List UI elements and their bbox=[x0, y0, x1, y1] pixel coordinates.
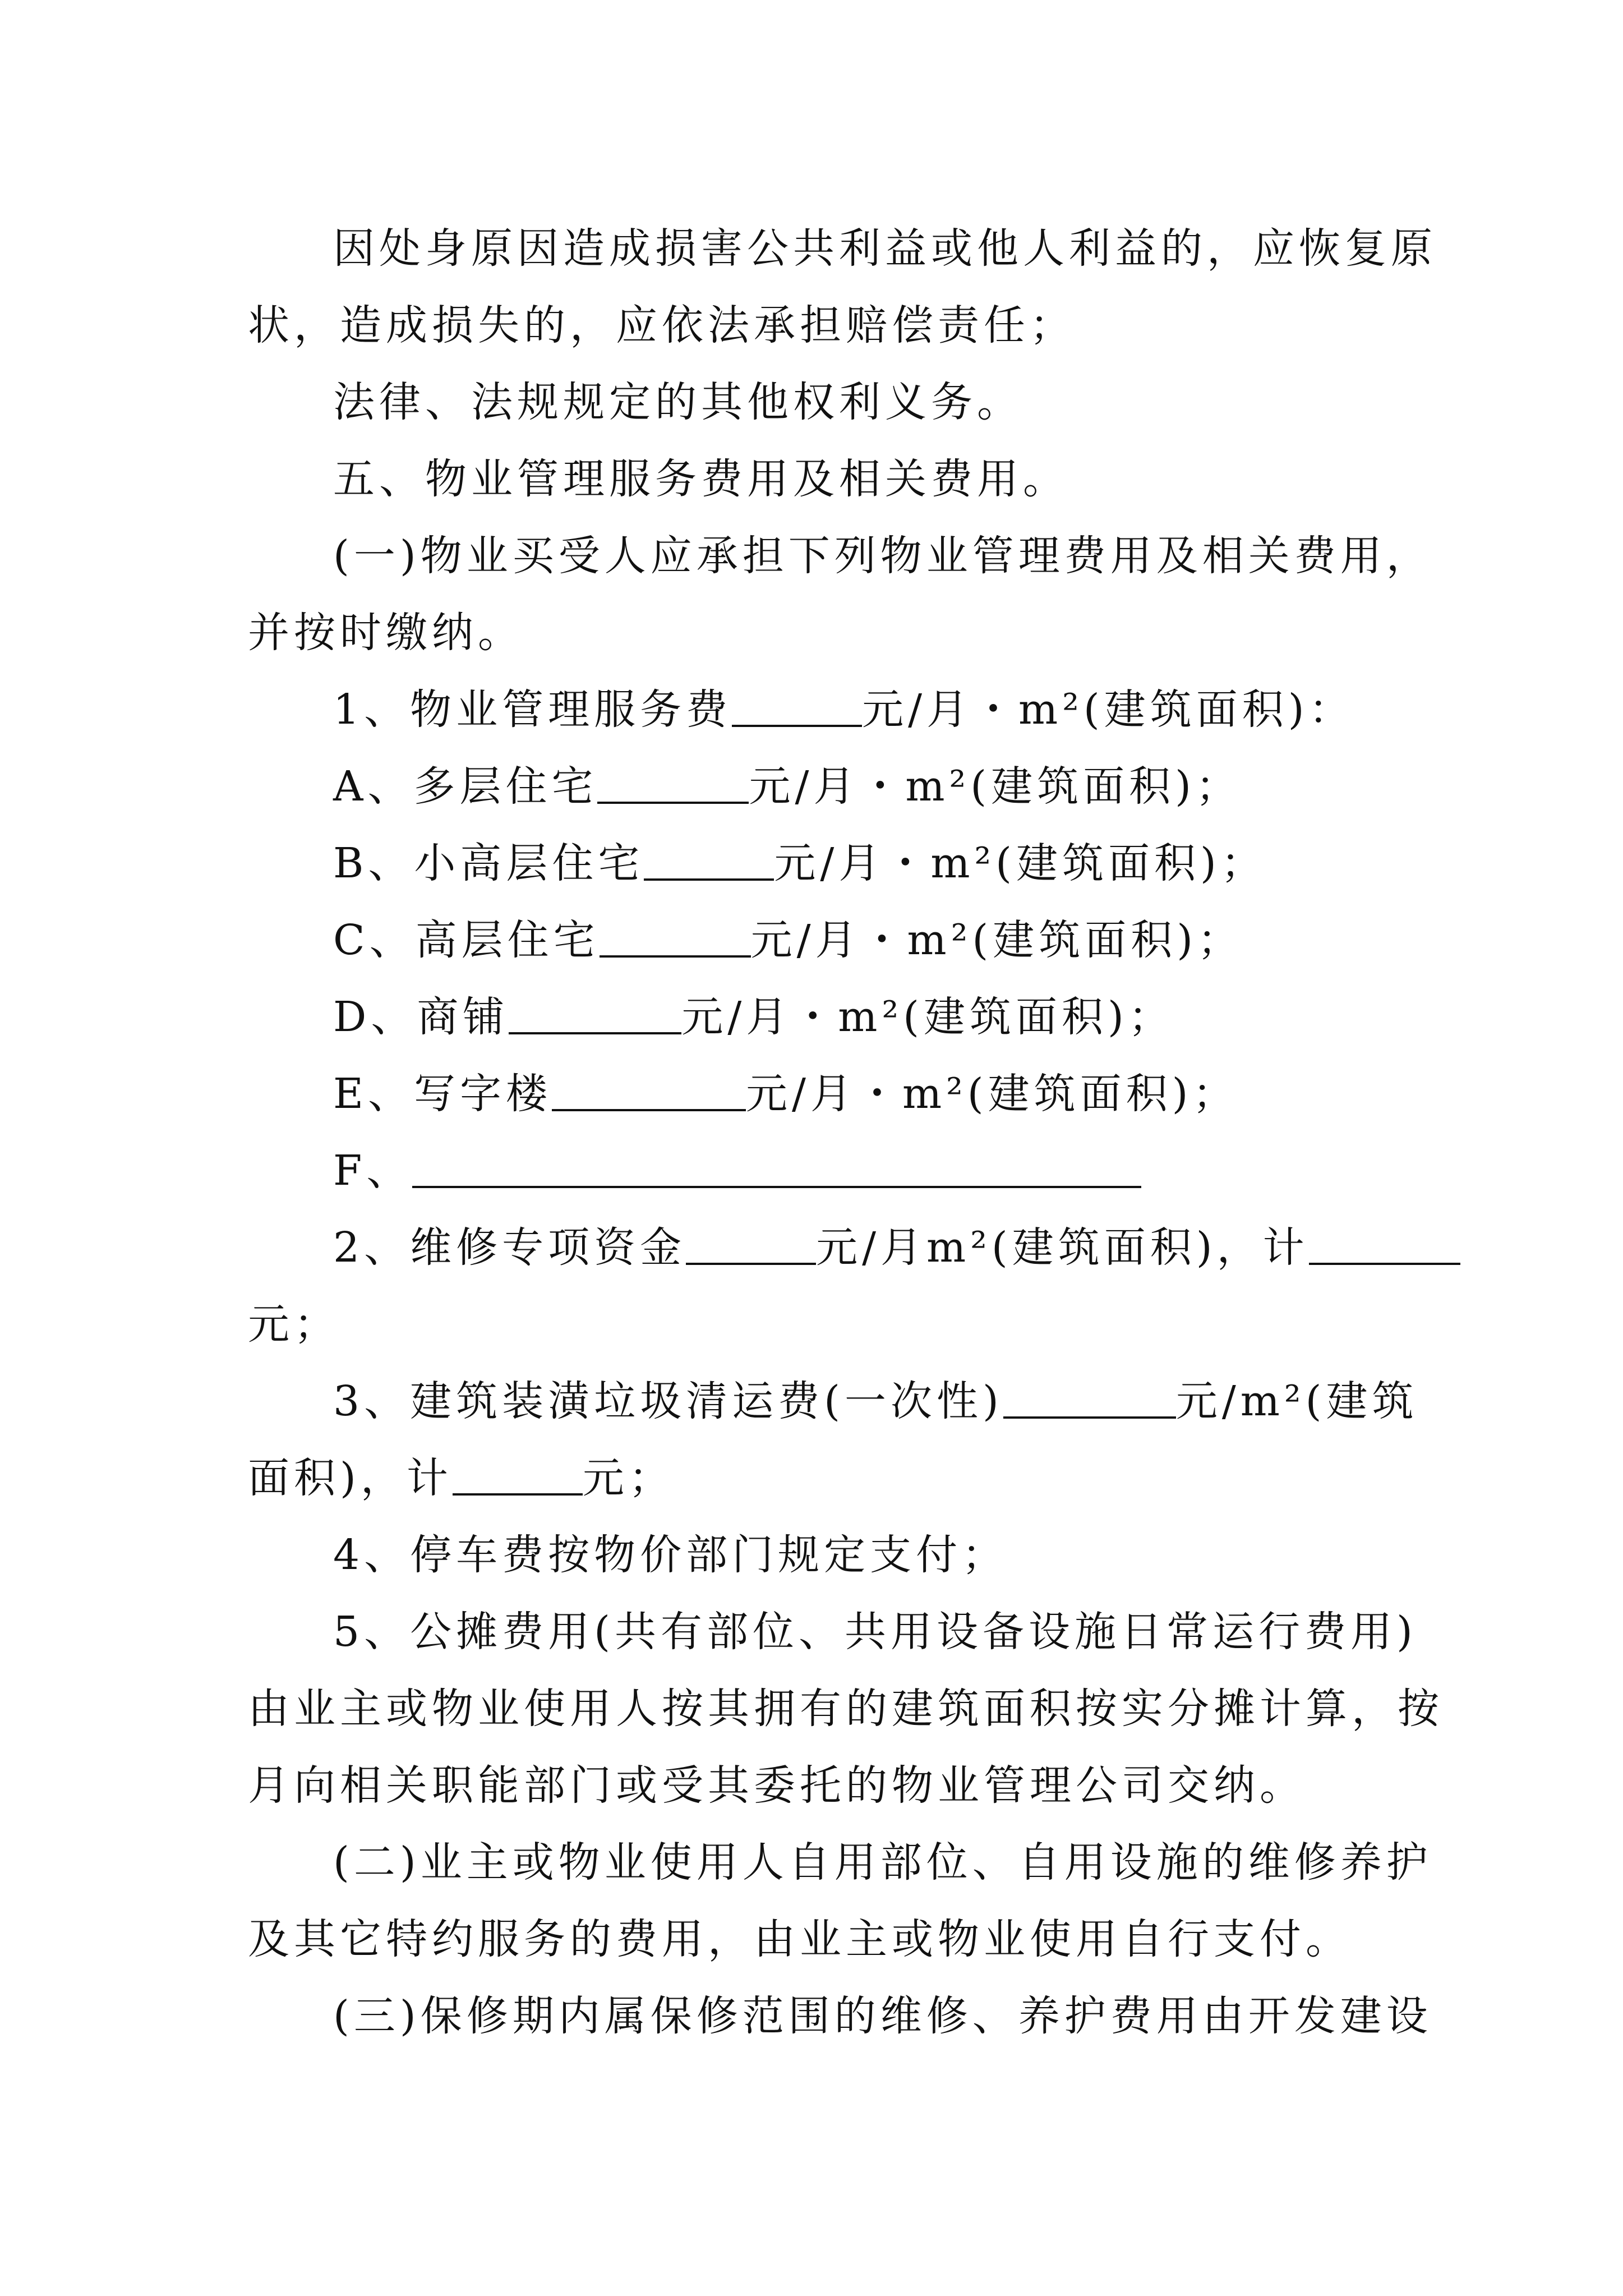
paragraph-line: 法律、法规规定的其他权利义务。 bbox=[333, 378, 1023, 426]
fee-unit: 元/月・m²(建筑面积)： bbox=[862, 685, 1355, 734]
sub-item-label: A、多层住宅 bbox=[333, 762, 598, 811]
fee-item-garbage-removal-total bbox=[248, 1440, 1392, 1517]
fee-label: 2、维修专项资金 bbox=[333, 1223, 686, 1272]
paragraph-line: 元； bbox=[248, 1300, 340, 1349]
fill-blank[interactable] bbox=[686, 1223, 816, 1265]
paragraph-line: 由业主或物业使用人按其拥有的建筑面积按实分摊计算，按 bbox=[248, 1685, 1444, 1733]
fill-blank[interactable] bbox=[1003, 1377, 1176, 1419]
paragraph-line: 月向相关职能部门或受其委托的物业管理公司交纳。 bbox=[248, 1761, 1306, 1810]
document-body bbox=[248, 210, 1444, 2055]
fee-item-garbage-removal bbox=[248, 1363, 1418, 1440]
fee-unit: 元/月m²(建筑面积)，计 bbox=[816, 1223, 1309, 1272]
sub-item-label: F、 bbox=[333, 1147, 413, 1195]
sub-item-other bbox=[248, 1133, 1392, 1209]
fee-item-parking: 4、停车费按物价部门规定支付； bbox=[333, 1531, 1008, 1579]
paragraph-line: 因处身原因造成损害公共利益或他人利益的，应恢复原 bbox=[333, 224, 1437, 273]
sub-item-unit: 元/月・m²(建筑面积)； bbox=[749, 762, 1242, 811]
sub-item-unit: 元/月・m²(建筑面积)； bbox=[681, 993, 1174, 1041]
paragraph-line: (二)业主或物业使用人自用部位、自用设施的维修养护 bbox=[333, 1838, 1432, 1887]
fill-blank[interactable] bbox=[412, 1147, 1141, 1188]
fill-blank[interactable] bbox=[644, 839, 774, 881]
fee-item-maintenance-fund bbox=[248, 1209, 1392, 1286]
sub-item-label: D、商铺 bbox=[333, 993, 509, 1041]
sub-item-unit: 元/月・m²(建筑面积)； bbox=[750, 916, 1244, 964]
fee-label: 面积)，计 bbox=[248, 1454, 453, 1502]
fee-label: 3、建筑装潢垃圾清运费(一次性) bbox=[333, 1377, 1003, 1425]
fill-blank[interactable] bbox=[509, 993, 681, 1034]
paragraph-line: (一)物业买受人应承担下列物业管理费用及相关费用， bbox=[333, 532, 1432, 580]
fill-blank[interactable] bbox=[1309, 1223, 1460, 1265]
sub-item-multi-storey bbox=[248, 748, 1392, 825]
fill-blank[interactable] bbox=[453, 1454, 583, 1496]
paragraph-line: 状，造成损失的，应依法承担赔偿责任； bbox=[248, 301, 1076, 349]
paragraph-line: 并按时缴纳。 bbox=[248, 609, 524, 657]
sub-item-small-high-rise bbox=[248, 825, 1392, 902]
sub-item-high-rise bbox=[248, 902, 1392, 979]
fill-blank[interactable] bbox=[597, 762, 749, 804]
sub-item-shop bbox=[248, 979, 1392, 1056]
fee-item-property-service bbox=[248, 671, 1392, 748]
fee-label: 1、物业管理服务费 bbox=[333, 685, 732, 734]
sub-item-label: B、小高层住宅 bbox=[333, 839, 644, 887]
section-heading: 五、物业管理服务费用及相关费用。 bbox=[333, 455, 1069, 503]
fill-blank[interactable] bbox=[552, 1070, 746, 1111]
paragraph-line: 5、公摊费用(共有部位、共用设备设施日常运行费用) bbox=[333, 1608, 1417, 1656]
sub-item-unit: 元/月・m²(建筑面积)； bbox=[746, 1070, 1239, 1118]
fill-blank[interactable] bbox=[600, 916, 751, 958]
fee-unit: 元； bbox=[582, 1454, 675, 1502]
paragraph-line: 及其它特约服务的费用，由业主或物业使用自行支付。 bbox=[248, 1915, 1352, 1963]
sub-item-label: E、写字楼 bbox=[333, 1070, 552, 1118]
fee-unit: 元/m²(建筑 bbox=[1175, 1377, 1418, 1425]
sub-item-office bbox=[248, 1056, 1392, 1133]
sub-item-unit: 元/月・m²(建筑面积)； bbox=[774, 839, 1267, 887]
fill-blank[interactable] bbox=[732, 685, 862, 727]
sub-item-label: C、高层住宅 bbox=[333, 916, 600, 964]
paragraph-line: (三)保修期内属保修范围的维修、养护费用由开发建设 bbox=[333, 1992, 1432, 2040]
